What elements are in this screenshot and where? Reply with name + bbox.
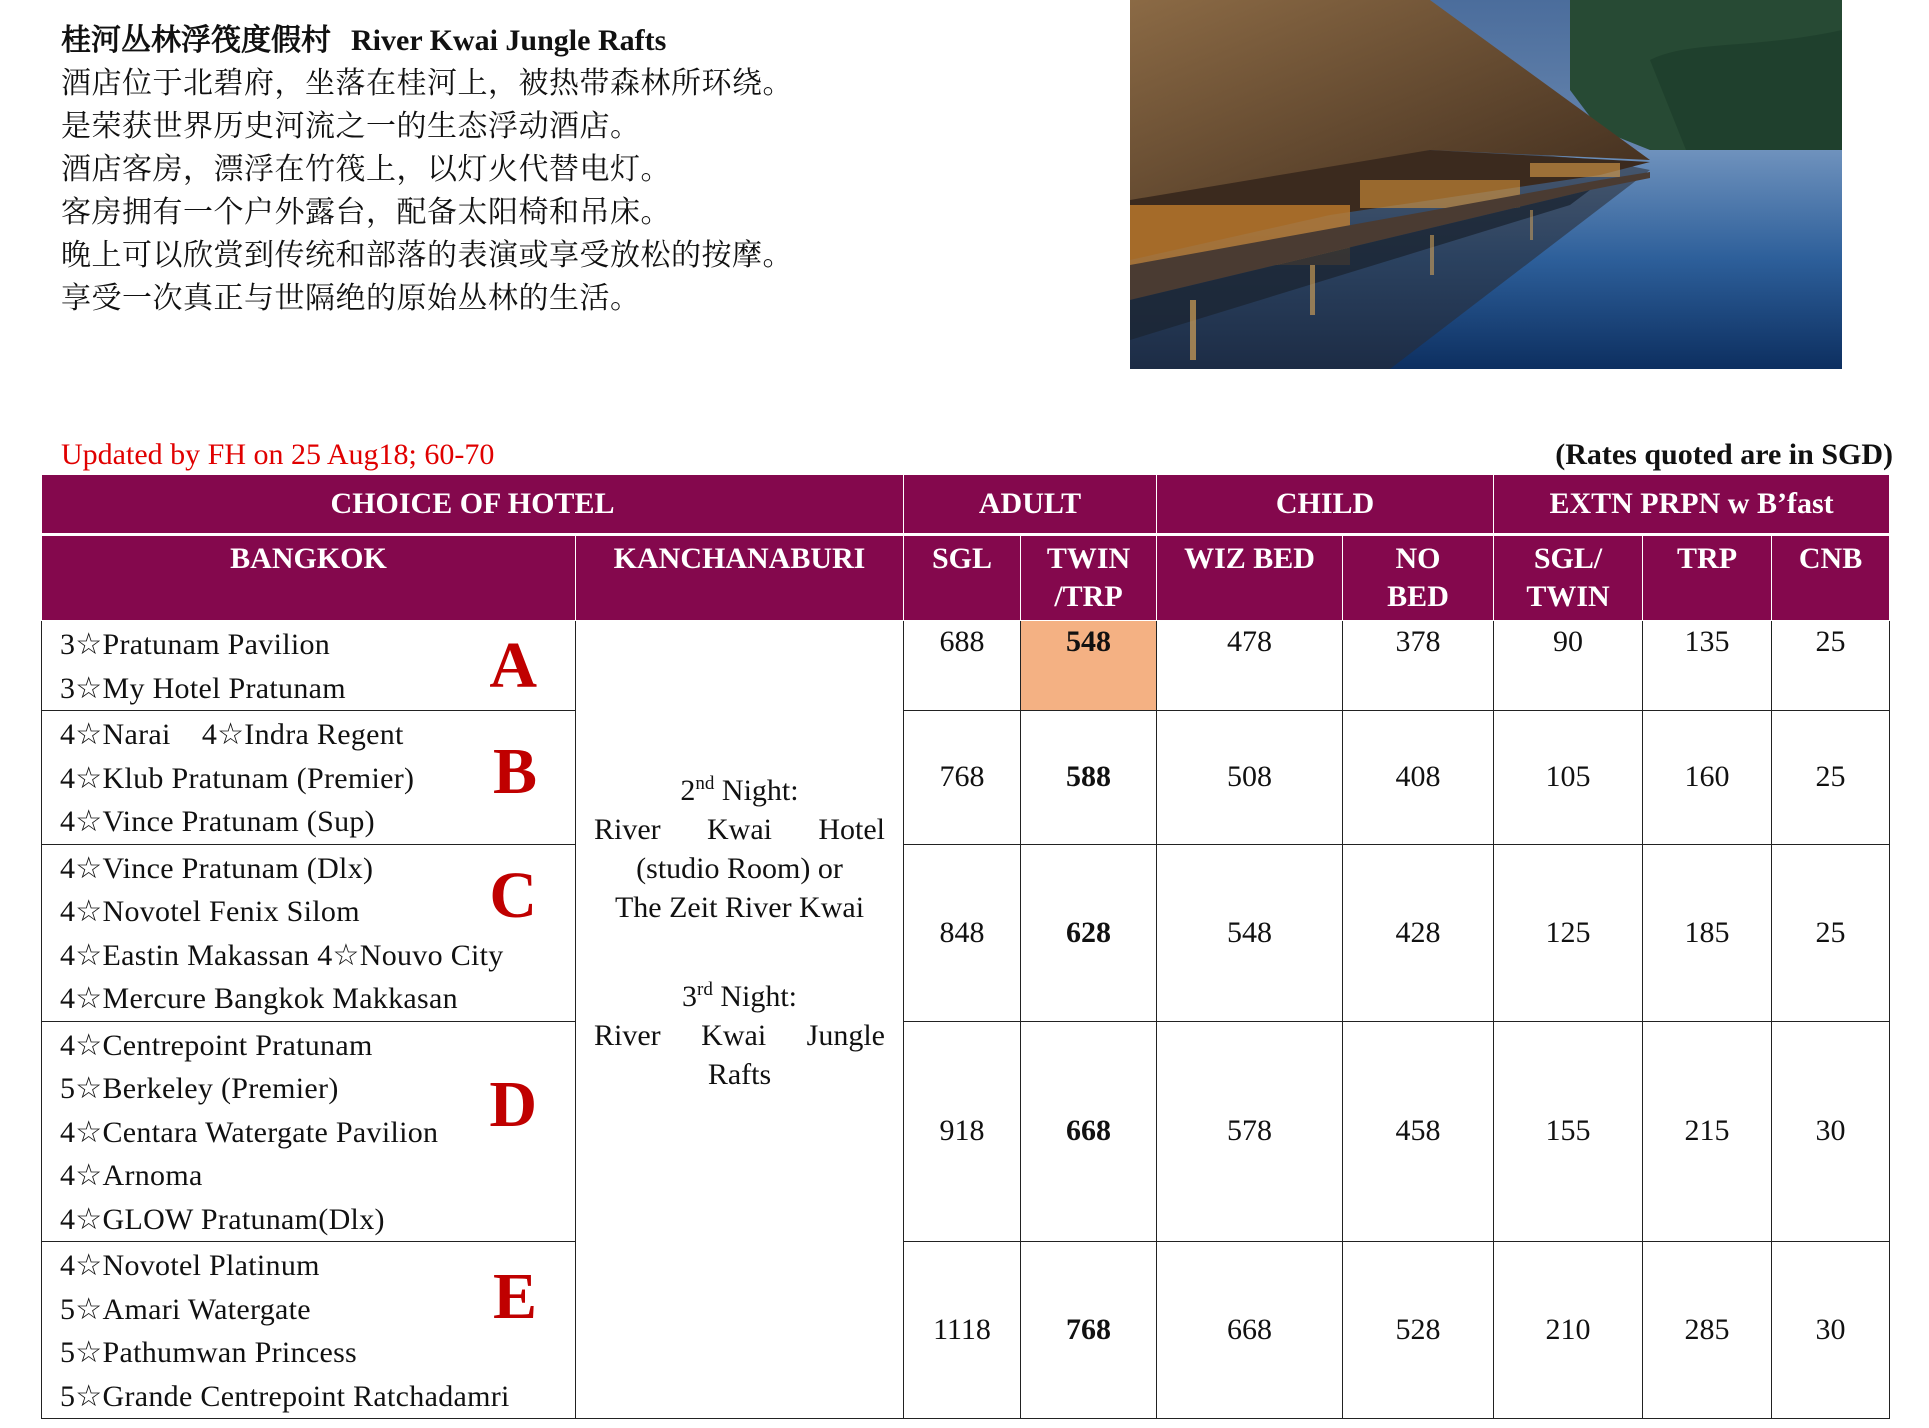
extn-cnb-rate: 25 (1772, 844, 1890, 1021)
extn-sgl-rate: 125 (1494, 844, 1643, 1021)
extn-sgl-rate: 90 (1494, 621, 1643, 711)
bangkok-hotels-cell (42, 844, 576, 1021)
intro-line: 酒店客房，漂浮在竹筏上，以灯火代替电灯。 (61, 153, 671, 186)
table-row (42, 621, 1890, 711)
word: Kwai (701, 1019, 767, 1052)
extn-sgl-rate: 105 (1494, 711, 1643, 845)
hotel-name: 4☆Centrepoint Pratunam (60, 1028, 373, 1062)
no-bed-rate: 458 (1343, 1021, 1494, 1242)
sgl-rate: 1118 (904, 1242, 1021, 1419)
extn-trp-rate: 135 (1643, 621, 1772, 711)
hotel-name: 4☆GLOW Pratunam(Dlx) (60, 1202, 385, 1236)
twin-rate: 588 (1021, 711, 1157, 845)
sgl-header: SGL (904, 535, 1021, 621)
extn-trp-rate: 185 (1643, 844, 1772, 1021)
word: River (594, 1019, 661, 1052)
night3-text: Night: (712, 980, 797, 1013)
twin-rate: 768 (1021, 1242, 1157, 1419)
extn-cnb-header: CNB (1772, 535, 1890, 621)
night2-suffix: nd (695, 773, 715, 794)
hotel-name: 4☆Novotel Platinum (60, 1249, 320, 1282)
kanchanaburi-header: KANCHANABURI (576, 535, 904, 621)
extn-sgl-header-line1: SGL/ (1533, 542, 1603, 575)
group-header-row (42, 475, 1890, 535)
bangkok-header: BANGKOK (42, 535, 576, 621)
hotel-name: 4☆Klub Pratunam (Premier) (60, 761, 415, 795)
bangkok-hotels-cell (42, 621, 576, 711)
hotel-name: 4☆Centara Watergate Pavilion (60, 1115, 439, 1149)
twin-header-line2: /TRP (1054, 580, 1123, 613)
night3-number: 3 (682, 980, 697, 1013)
hotel-name: 3☆Pratunam Pavilion (60, 628, 331, 661)
extension-header: EXTN PRPN w B’fast (1494, 475, 1890, 535)
intro-line: 晚上可以欣赏到传统和部落的表演或享受放松的按摩。 (61, 239, 793, 272)
table-row (42, 1242, 1890, 1419)
updated-note: Updated by FH on 25 Aug18; 60-70 (61, 438, 495, 471)
hotel-name: 5☆Grande Centrepoint Ratchadamri (60, 1379, 510, 1413)
rates-currency-note: (Rates quoted are in SGD) (1555, 438, 1893, 471)
no-bed-rate: 378 (1343, 621, 1494, 711)
extn-sgl-rate: 210 (1494, 1242, 1643, 1419)
extn-cnb-rate: 30 (1772, 1021, 1890, 1242)
extn-trp-rate: 285 (1643, 1242, 1772, 1419)
no-bed-rate: 428 (1343, 844, 1494, 1021)
night2-room-line: (studio Room) or (636, 852, 843, 885)
night2-alt-line: The Zeit River Kwai (614, 891, 865, 924)
wiz-bed-rate: 508 (1157, 711, 1343, 845)
night2-number: 2 (680, 774, 696, 807)
hotel-name: 5☆Berkeley (Premier) (60, 1072, 339, 1105)
table-row (42, 844, 1890, 1021)
no-bed-header (1343, 535, 1494, 621)
wiz-bed-header: WIZ BED (1157, 535, 1343, 621)
category-letter: E (492, 1260, 537, 1333)
hotel-name: 5☆Pathumwan Princess (60, 1336, 358, 1369)
hotel-title-en: River Kwai Jungle Rafts (351, 24, 667, 57)
hotel-name: 4☆Eastin Makassan 4☆Nouvo City (60, 938, 504, 972)
extn-sgl-twin-header (1494, 535, 1643, 621)
kanchanaburi-cell (576, 621, 904, 1419)
hotel-name: 4☆Novotel Fenix Silom (60, 895, 360, 928)
intro-line: 酒店位于北碧府，坐落在桂河上，被热带森林所环绕。 (61, 67, 793, 100)
word: Hotel (818, 813, 885, 846)
extn-trp-rate: 215 (1643, 1021, 1772, 1242)
twin-rate: 668 (1021, 1021, 1157, 1242)
hotel-title-cn: 桂河丛林浮筏度假村 (61, 24, 331, 57)
twin-trp-header (1021, 535, 1157, 621)
category-letter: B (492, 735, 537, 808)
sgl-rate: 918 (904, 1021, 1021, 1242)
hotel-name: 4☆Mercure Bangkok Makkasan (60, 982, 458, 1015)
night3-suffix: rd (697, 979, 713, 1000)
bangkok-hotels-cell (42, 1021, 576, 1242)
intro-line: 享受一次真正与世隔绝的原始丛林的生活。 (61, 282, 641, 315)
wiz-bed-rate: 668 (1157, 1242, 1343, 1419)
category-letter: D (489, 1067, 537, 1141)
sgl-rate: 688 (904, 621, 1021, 711)
word: River (594, 813, 661, 846)
sgl-rate: 768 (904, 711, 1021, 845)
hotel-intro (61, 20, 1061, 320)
night2-label (594, 771, 885, 810)
hotel-name: 4☆Arnoma (60, 1159, 203, 1192)
night2-text: Night: (714, 774, 799, 807)
river-raft-photo (1130, 0, 1842, 369)
night3-hotel-line (594, 1016, 885, 1055)
choice-of-hotel-header: CHOICE OF HOTEL (42, 475, 904, 535)
night3-rafts-line: Rafts (707, 1058, 772, 1091)
extn-sgl-rate: 155 (1494, 1021, 1643, 1242)
wiz-bed-rate: 478 (1157, 621, 1343, 711)
night3-label (594, 977, 885, 1016)
extn-cnb-rate: 25 (1772, 621, 1890, 711)
intro-line: 客房拥有一个户外露台，配备太阳椅和吊床。 (61, 196, 671, 229)
child-header: CHILD (1157, 475, 1494, 535)
kanchanaburi-details (594, 771, 885, 1094)
wiz-bed-rate: 548 (1157, 844, 1343, 1021)
extn-cnb-rate: 30 (1772, 1242, 1890, 1419)
extn-sgl-header-line2: TWIN (1526, 580, 1610, 613)
night2-hotel-line (594, 810, 885, 849)
bangkok-hotels-cell (42, 1242, 576, 1419)
sgl-rate: 848 (904, 844, 1021, 1021)
extn-trp-header: TRP (1643, 535, 1772, 621)
column-header-row (42, 535, 1890, 621)
no-bed-rate: 408 (1343, 711, 1494, 845)
wiz-bed-rate: 578 (1157, 1021, 1343, 1242)
extn-trp-rate: 160 (1643, 711, 1772, 845)
extn-cnb-rate: 25 (1772, 711, 1890, 845)
word: Jungle (806, 1019, 885, 1052)
no-bed-rate: 528 (1343, 1242, 1494, 1419)
adult-header: ADULT (904, 475, 1157, 535)
no-bed-header-line1: NO (1395, 542, 1441, 575)
table-row (42, 711, 1890, 845)
table-row (42, 1021, 1890, 1242)
bangkok-hotels-cell (42, 711, 576, 845)
hotel-name: 4☆Vince Pratunam (Sup) (60, 805, 375, 838)
intro-line: 是荣获世界历史河流之一的生态浮动酒店。 (61, 110, 641, 143)
hotel-name: 4☆Vince Pratunam (Dlx) (60, 851, 374, 885)
hotel-name: 4☆Narai 4☆Indra Regent (60, 718, 404, 751)
hotel-name: 5☆Amari Watergate (60, 1292, 311, 1326)
hotel-name: 3☆My Hotel Pratunam (60, 671, 346, 705)
twin-rate: 628 (1021, 844, 1157, 1021)
word: Kwai (707, 813, 772, 846)
hotel-title (61, 20, 1061, 62)
category-letter: A (489, 629, 537, 702)
twin-header-line1: TWIN (1046, 542, 1131, 575)
no-bed-header-line2: BED (1387, 580, 1449, 613)
category-letter: C (489, 858, 537, 932)
rates-table (41, 474, 1890, 1419)
twin-rate: 548 (1021, 621, 1157, 711)
